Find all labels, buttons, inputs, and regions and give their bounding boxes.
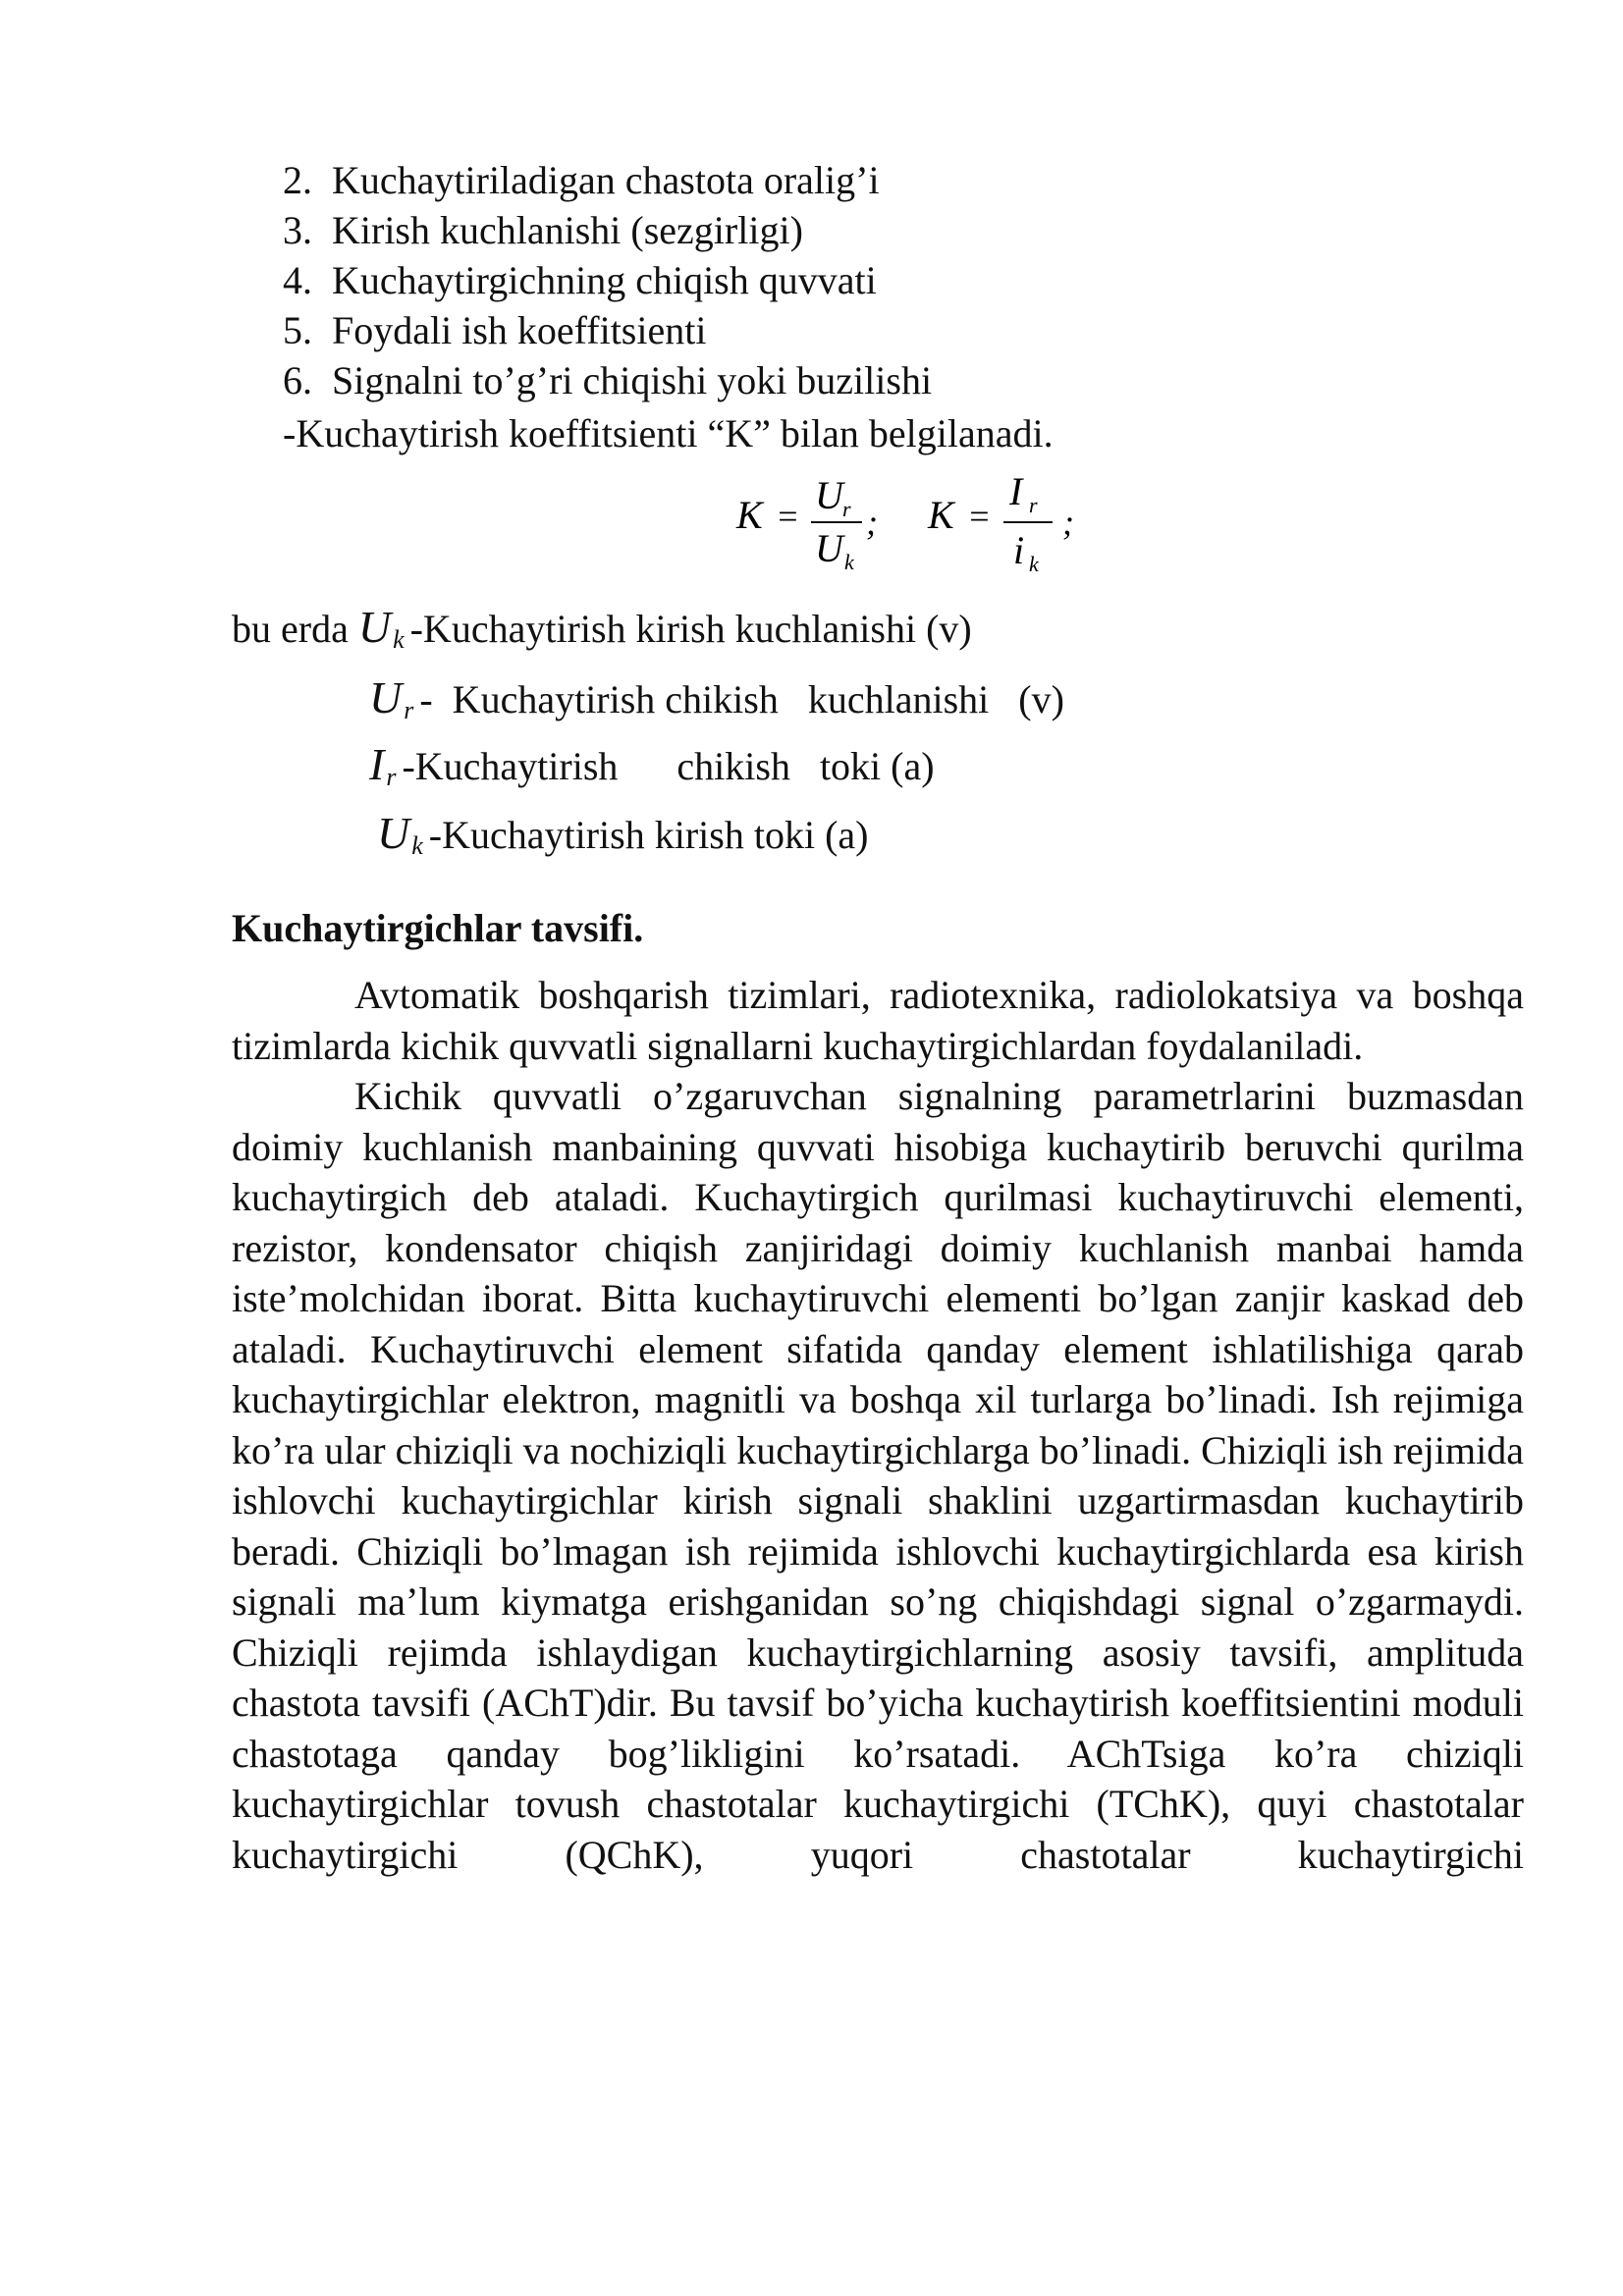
body-text xyxy=(232,970,1524,1880)
formula-svg xyxy=(727,461,1119,584)
list-item: 6. Signalni to’g’ri chiqishi yoki buzilishi xyxy=(283,358,933,402)
definition-row xyxy=(369,738,935,792)
symbol: I xyxy=(369,739,385,789)
symbol: U xyxy=(377,808,410,858)
gain-formula xyxy=(727,461,1119,584)
formula1-num-sub: r xyxy=(842,497,851,521)
formula2-end: ; xyxy=(1062,503,1074,542)
numbered-list xyxy=(283,155,932,405)
list-item: 2. Kuchaytiriladigan chastota oralig’i xyxy=(283,158,880,202)
definitions-prefix: bu erda xyxy=(232,607,349,651)
formula1-lhs: K xyxy=(736,493,763,537)
formula1-eq: = xyxy=(776,497,800,536)
definition-row xyxy=(232,601,972,655)
formula2-eq: = xyxy=(967,497,992,536)
formula1-end: ; xyxy=(866,503,878,542)
paragraph: Kichik quvvatli o’zgaruvchan signalning parametrlarini buzmasdan doimiy kuchlanish manbaining quvvati hisobiga kuchaytirib beruvchi qurilma kuchaytirgich deb ataladi. Kuchaytirgich qurilmasi kuchaytiruvchi elementi, rezistor, kondensator chiqish zanjiridagi doimiy kuchlanish manbai hamda iste’molchidan iborat. Bitta kuchaytiruvchi elementi bo’lgan zanjir kaskad deb ataladi. Kuchaytiruvchi element sifatida qanday element ishlatilishiga qarab kuchaytirgichlar elektron, magnitli va boshqa xil turlarga bo’linadi. Ish rejimiga ko’ra ular chiziqli va nochiziqli kuchaytirgichlarga bo’linadi. Chiziqli ish rejimida ishlovchi kuchaytirgichlar kirish signali shaklini uzgartirmasdan kuchaytirib beradi. Chiziqli bo’lmagan ish rejimida ishlovchi kuchaytirgichlarda esa kirish signali ma’lum kiymatga erishganidan so’ng chiqishdagi signal o’zgarmaydi. Chiziqli rejimda ishlaydigan kuchaytirgichlarning asosiy tavsifi, amplituda chastota tavsifi (AChT)dir. Bu tavsif bo’yicha kuchaytirish koeffitsientini moduli chastotaga qanday bog’likligini ko’rsatadi. AChTsiga ko’ra chiziqli kuchaytirgichlar tovush chastotalar kuchaytirgichi (TChK), quyi chastotalar kuchaytirgichi (QChK), yuqori chastotalar kuchaytirgichi xyxy=(232,1074,1524,1877)
paragraph: Avtomatik boshqarish tizimlari, radiotexnika, radiolokatsiya va boshqa tizimlarda kichik quvvatli signallarni kuchaytirgichlardan foydalaniladi. xyxy=(232,973,1524,1068)
list-item: 5. Foydali ish koeffitsienti xyxy=(283,308,707,352)
intro-line: -Kuchaytirish koeffitsienti “K” bilan belgilanadi. xyxy=(283,411,1054,455)
formula2-lhs: K xyxy=(928,493,954,537)
list-item: 3. Kirish kuchlanishi (sezgirligi) xyxy=(283,208,803,252)
formula2-num: I xyxy=(1009,469,1023,513)
definition-row xyxy=(377,807,868,861)
formula1-den: U xyxy=(815,526,843,570)
symbol-subscript: r xyxy=(404,696,414,724)
symbol: U xyxy=(357,602,392,652)
formula1-den-sub: k xyxy=(844,550,854,574)
symbol-subscript: r xyxy=(386,763,397,791)
formula2-num-sub: r xyxy=(1029,493,1038,517)
list-item: 4. Kuchaytirgichning chiqish quvvati xyxy=(283,258,877,302)
definition-text: - Kuchaytirish chikish kuchlanishi (v) xyxy=(419,677,1064,721)
definition-text: -Kuchaytirish kirish toki (a) xyxy=(428,813,869,857)
definition-text: -Kuchaytirish chikish toki (a) xyxy=(402,744,935,788)
formula2-den-sub: k xyxy=(1029,552,1039,576)
symbol-subscript: k xyxy=(393,625,405,654)
section-heading: Kuchaytirgichlar tavsifi. xyxy=(232,906,644,950)
formula2-den: i xyxy=(1013,528,1025,572)
symbol: U xyxy=(369,672,403,722)
formula1-num: U xyxy=(815,473,843,517)
definition-text: -Kuchaytirish kirish kuchlanishi (v) xyxy=(409,607,972,651)
definition-row xyxy=(369,671,1064,725)
symbol-subscript: k xyxy=(411,831,423,860)
